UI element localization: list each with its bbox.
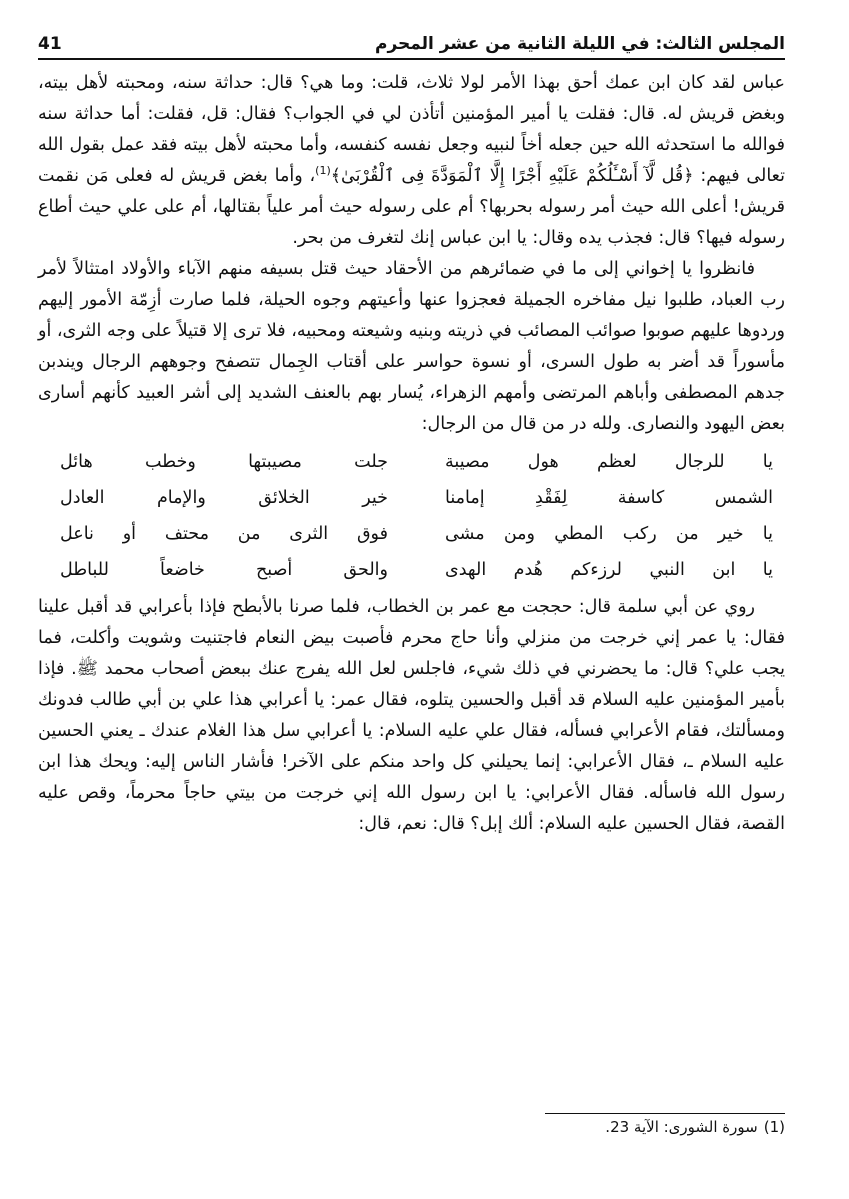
footnote-reference[interactable]: (1) — [315, 164, 331, 178]
poem — [38, 444, 785, 588]
poem-first-hemistich: يا خير من ركب المطي ومن مشى — [445, 523, 773, 544]
paragraph-1 — [38, 68, 785, 254]
paragraph-1-text: عباس لقد كان ابن عمك أحق بهذا الأمر لولا ثلاث، قلت: وما هي؟ قال: حداثة سنه، ومحبته لأهل بيته، وبغض قريش له. قال: فقلت يا أمير المؤمنين أتأذن لي في الجواب؟ فقال: قل، فقلت: أما حداثة سنه فوالله ما استحدثه الله حين جعله أخاً لنبيه وجعل نفسه كنفسه، وأما محبته لأهل بيته فقد عمل بقول الله تعالى فيهم: — [38, 73, 785, 186]
poem-second-hemistich: خير الخلائق والإمام العادل — [60, 487, 388, 508]
poem-verse — [38, 516, 785, 552]
paragraph-1-continuation: ، وأما بغض قريش له فعلى مَن نقمت قريش! أعلى الله حيث أمر رسوله بحربها؟ أم على رسوله حيث أمر علياً بقتالها، أم على علي حيث أطاع رسوله فيها؟ قال: فجذب يده وقال: يا ابن عباس إنك لتغرف من بحر. — [38, 166, 785, 248]
footnote-item — [545, 1118, 785, 1136]
page-header — [38, 30, 785, 60]
poem-second-hemistich: جلت مصيبتها وخطب هائل — [60, 451, 388, 472]
footnote-text: سورة الشورى: الآية 23. — [605, 1118, 758, 1136]
poem-verse — [38, 552, 785, 588]
poem-second-hemistich: فوق الثرى من محتف أو ناعل — [60, 523, 388, 544]
paragraph-2: فانظروا يا إخواني إلى ما في ضمائرهم من الأحقاد حيث قتل بسيفه منهم الآباء والأولاد امتثالاً لأمر رب العباد، طلبوا نيل مفاخره الجميلة فعجزوا عنها وأعيتهم وجوه الحيلة، فلما صارت أزِمّة الأمور إليهم وردوها عليهم صوبوا صوائب المصائب في ذريته وبنيه وشيعته ومحبيه، فلا ترى إلا قتيلاً على وجه الثرى، أو مأسوراً قد أضر به طول السرى، أو نسوة حواسر على أقتاب الجِمال تتصفح وجوههم الرجال ويندبن جدهم المصطفى وأباهم المرتضى وأمهم الزهراء، يُسار بهم بالعنف الشديد إلى أشر العبيد كأنهم أسارى بعض اليهود والنصارى. ولله در من قال من الرجال: — [38, 259, 785, 434]
quran-verse: ﴿قُل لَّآ أَسْـَٔلُكُمْ عَلَيْهِ أَجْرًا إِلَّا ٱلْمَوَدَّةَ فِى ٱلْقُرْبَىٰ﴾ — [330, 166, 694, 186]
poem-first-hemistich: يا للرجال لعظم هول مصيبة — [445, 451, 773, 472]
poem-first-hemistich: الشمس كاسفة لِفَقْدِ إمامنا — [445, 487, 773, 508]
poem-verse — [38, 444, 785, 480]
poem-second-hemistich: والحق أصبح خاضعاً للباطل — [60, 559, 388, 580]
footnote-marker: (1) — [763, 1118, 785, 1136]
poem-verse — [38, 480, 785, 516]
chapter-title: المجلس الثالث: في الليلة الثانية من عشر المحرم — [374, 34, 785, 54]
footnotes — [545, 1113, 785, 1136]
poem-first-hemistich: يا ابن النبي لرزءكم هُدم الهدى — [445, 559, 773, 580]
paragraph-3: روي عن أبي سلمة قال: حججت مع عمر بن الخطاب، فلما صرنا بالأبطح فإذا بأعرابي قد أقبل علينا فقال: يا عمر إني خرجت من منزلي وأنا حاج محرم فأصبت بيض النعام فاجتنيت وشويت وأكلت، فما يجب علي؟ قال: ما يحضرني في ذلك شيء، فاجلس لعل الله يفرج عنك ببعض أصحاب محمد ﷺ. فإذا بأمير المؤمنين عليه السلام قد أقبل والحسين يتلوه، فقال عمر: يا أعرابي هذا علي بن أبي طالب فدونك ومسألتك، فقام الأعرابي فسأله، فقال علي عليه السلام: يا أعرابي سل هذا الغلام عندك ـ يعني الحسين عليه السلام ـ، فقال الأعرابي: إنما يحيلني كل واحد منكم على الآخر! فأشار الناس إليه: ويحك هذا ابن رسول الله فاسأله. فقال الأعرابي: يا ابن رسول الله إني خرجت من بيتي حاجاً محرماً، وقص عليه القصة، فقال الحسين عليه السلام: ألك إبل؟ قال: نعم، قال: — [38, 597, 785, 834]
main-text — [38, 68, 785, 840]
page-number: 41 — [38, 34, 62, 54]
